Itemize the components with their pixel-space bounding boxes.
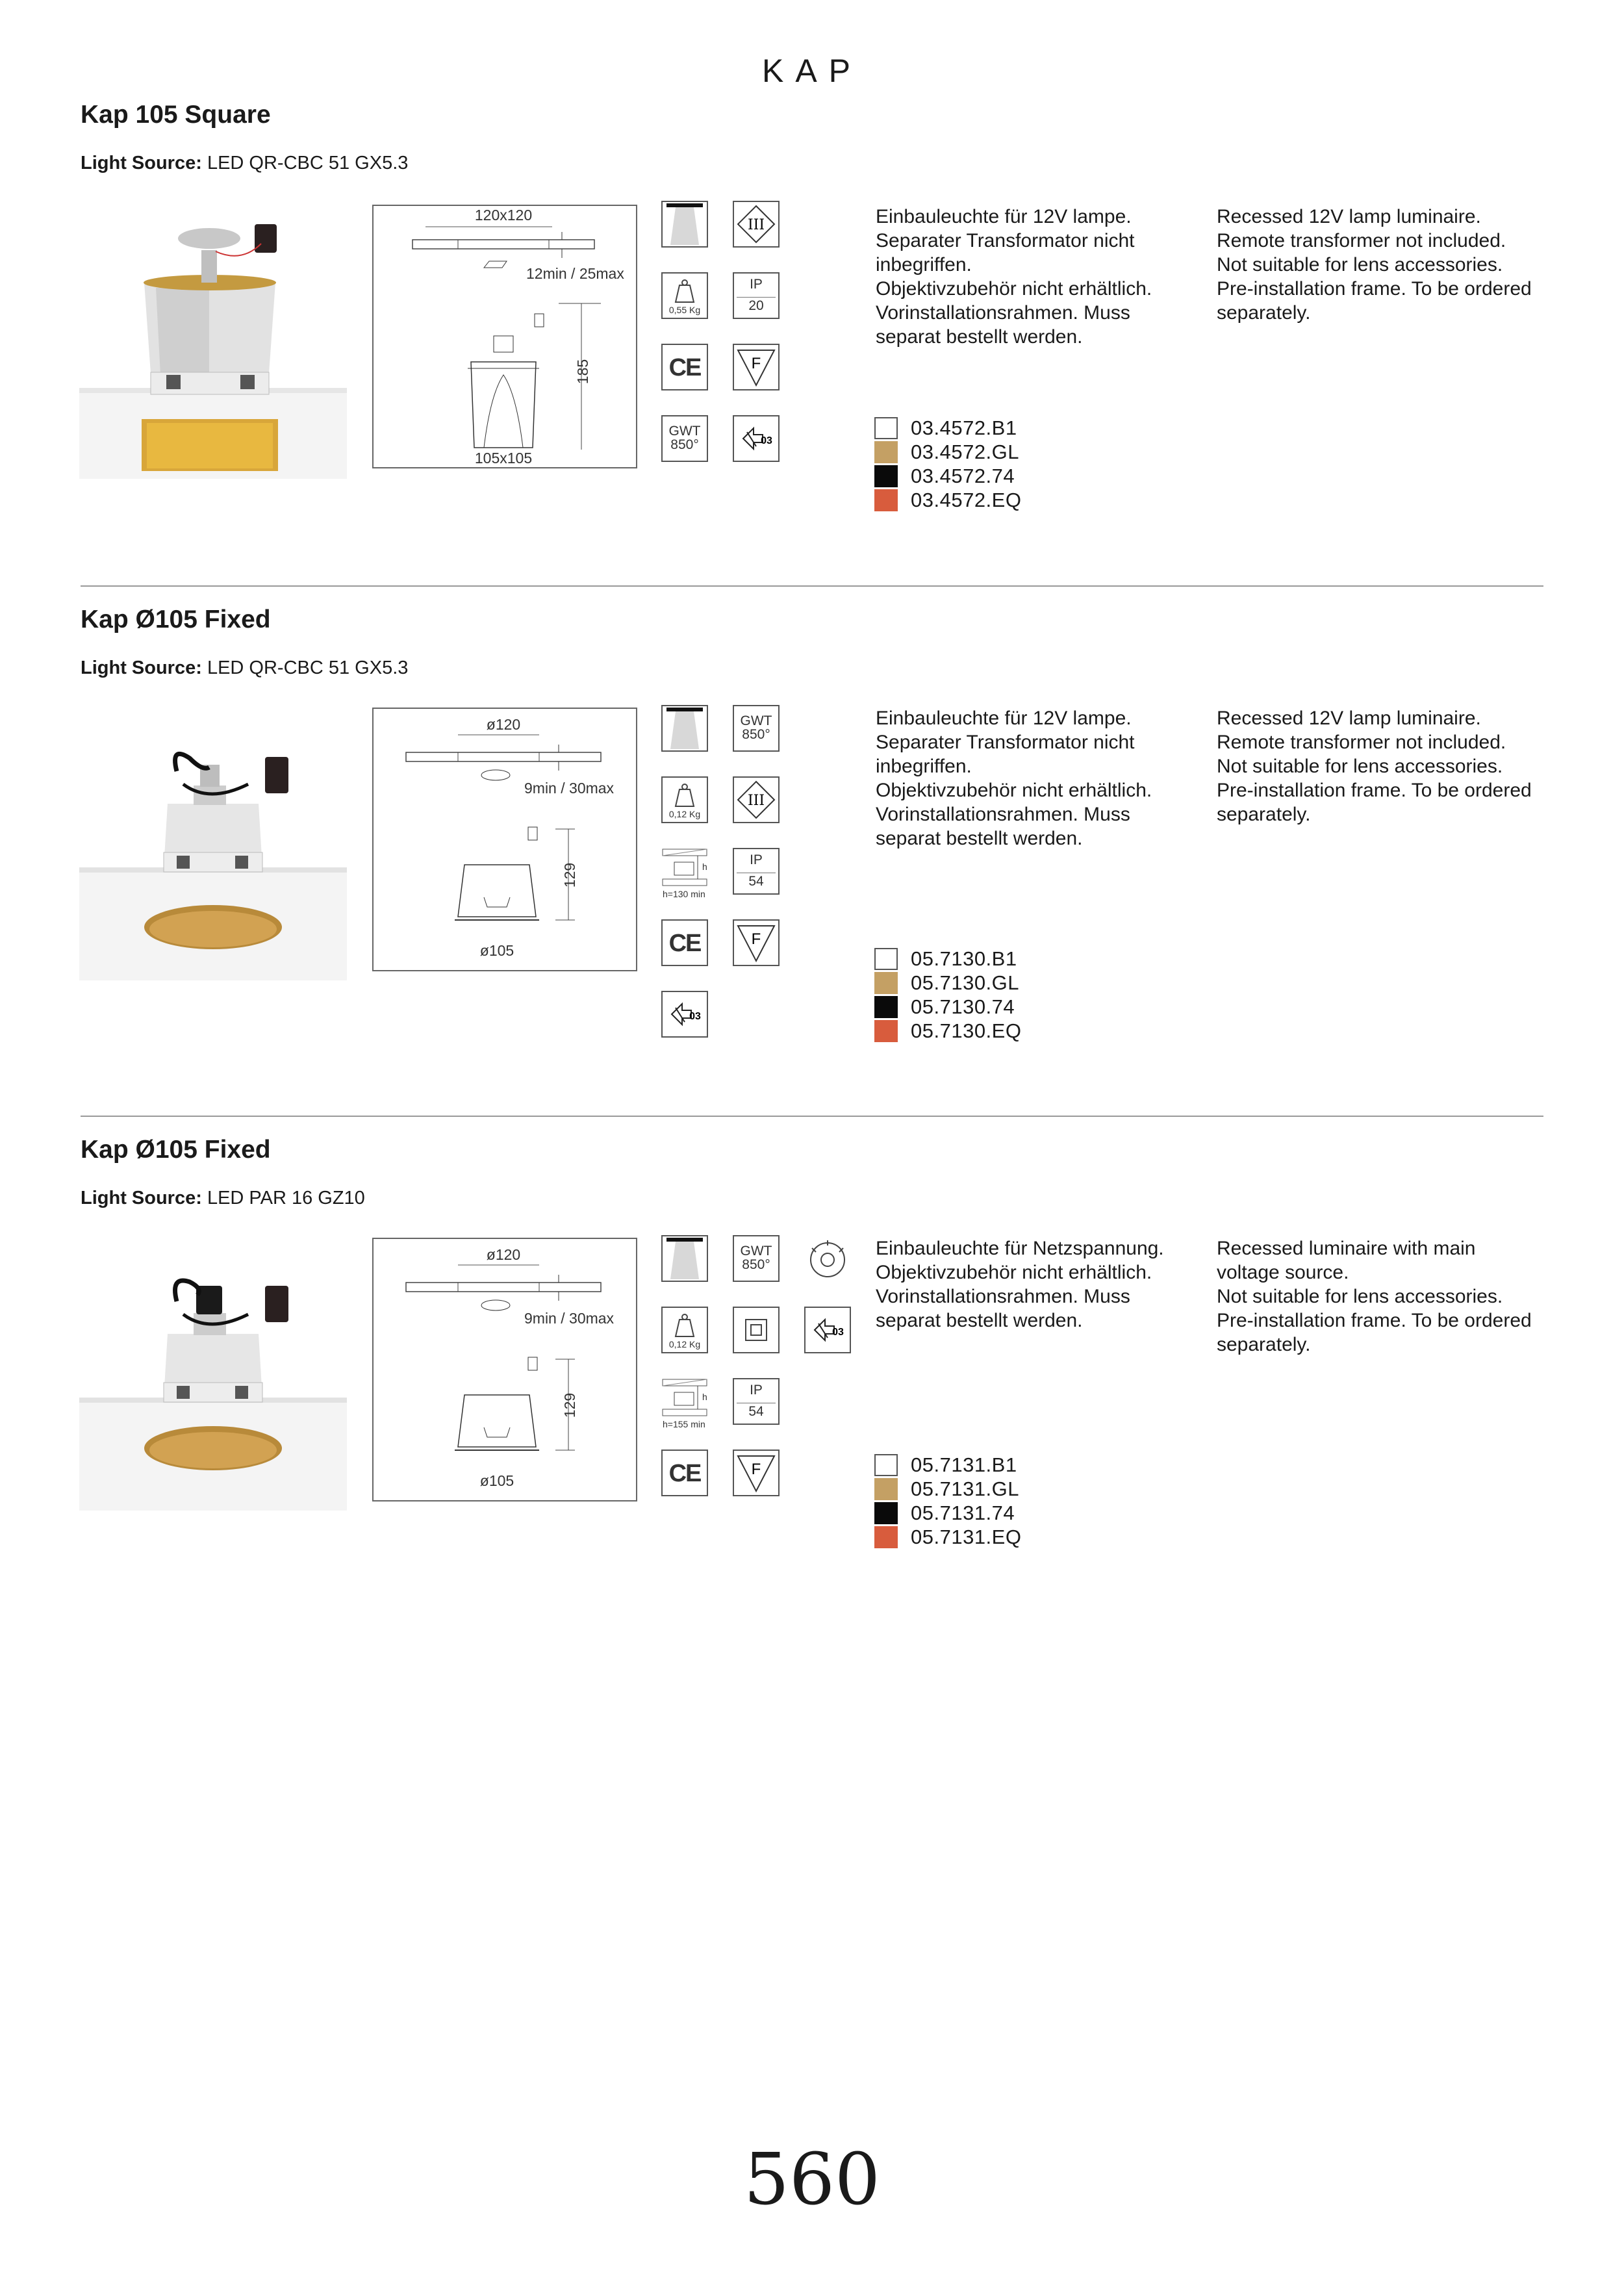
ip-divider	[737, 297, 776, 298]
de-line: Objektivzubehör nicht erhältlich.	[876, 278, 1152, 300]
en-line: Pre-installation frame. To be ordered separately.	[1217, 278, 1532, 324]
en-line: Remote transformer not included.	[1217, 732, 1506, 753]
gwt-value: 850°	[742, 727, 770, 742]
finish-code-row	[874, 440, 1021, 464]
f-mark-icon	[733, 1450, 780, 1496]
ip-rating-icon	[733, 848, 780, 895]
light-source-label: Light Source:	[81, 153, 202, 173]
de-line: Einbauleuchte für 12V lampe.	[876, 708, 1132, 729]
class-ii-icon	[733, 1307, 780, 1353]
finish-code: 05.7131.B1	[911, 1453, 1017, 1476]
ce-label: CE	[668, 930, 701, 957]
finish-code: 05.7130.EQ	[911, 1019, 1022, 1042]
swatch-black	[874, 465, 898, 487]
finish-code-row	[874, 947, 1021, 971]
protection-icon	[804, 1307, 851, 1353]
dim-height: 129	[561, 1392, 578, 1418]
finish-code-row	[874, 995, 1021, 1019]
protect-code: 03	[761, 435, 772, 446]
class-label: III	[747, 217, 765, 233]
beam-angle-icon	[661, 201, 708, 248]
de-line: Vorinstallationsrahmen. Muss separat bestellt werden.	[876, 302, 1130, 348]
product-title: Kap 105 Square	[81, 101, 271, 129]
gwt-label: GWT	[740, 1244, 772, 1258]
product-section	[0, 101, 1624, 620]
en-line: Recessed 12V lamp luminaire.	[1217, 708, 1481, 729]
section-divider	[81, 585, 1543, 587]
en-line: Pre-installation frame. To be ordered separately.	[1217, 780, 1532, 825]
finish-code-row	[874, 1501, 1021, 1525]
ip-label: IP	[750, 1383, 763, 1398]
dim-top: 120x120	[474, 207, 533, 224]
finish-code: 03.4572.EQ	[911, 488, 1022, 511]
gwt-icon	[733, 1235, 780, 1282]
swatch-red	[874, 1020, 898, 1042]
protect-code: 03	[689, 1011, 701, 1022]
light-source-value: LED QR-CBC 51 GX5.3	[207, 153, 409, 173]
ip-label: IP	[750, 277, 763, 292]
class-iii-icon	[733, 201, 780, 248]
ip-value: 20	[748, 298, 764, 313]
product-title: Kap Ø105 Fixed	[81, 1136, 271, 1164]
ip-rating-icon	[733, 1378, 780, 1425]
technical-drawing	[372, 1238, 637, 1501]
swatch-white	[874, 948, 898, 970]
finish-codes	[874, 416, 1021, 512]
dim-thickness: 9min / 30max	[524, 780, 615, 797]
weight-value: 0,12 Kg	[668, 1339, 701, 1349]
en-line: Not suitable for lens accessories.	[1217, 1286, 1503, 1307]
description-english	[1217, 706, 1542, 826]
product-section	[0, 1136, 1624, 1655]
ip-rating-icon	[733, 272, 780, 319]
finish-code-row	[874, 416, 1021, 440]
en-line: Not suitable for lens accessories.	[1217, 254, 1503, 275]
gwt-icon	[733, 705, 780, 752]
swatch-black	[874, 996, 898, 1018]
ce-mark-icon	[661, 1450, 708, 1496]
f-mark-icon	[733, 919, 780, 966]
protection-icon	[661, 991, 708, 1038]
en-line: Recessed luminaire with main voltage source.	[1217, 1238, 1476, 1283]
swatch-red	[874, 489, 898, 511]
en-line: Pre-installation frame. To be ordered separately.	[1217, 1310, 1532, 1355]
en-line: Remote transformer not included.	[1217, 230, 1506, 251]
product-photo	[79, 1243, 347, 1511]
protect-code: 03	[832, 1327, 844, 1338]
finish-code-row	[874, 1477, 1021, 1501]
h-letter: h	[702, 862, 707, 872]
f-mark-icon	[733, 344, 780, 390]
weight-value: 0,12 Kg	[668, 809, 701, 819]
product-photo	[79, 211, 347, 479]
description-english	[1217, 205, 1542, 325]
light-source-label: Light Source:	[81, 658, 202, 678]
technical-drawing	[372, 205, 637, 468]
ce-label: CE	[668, 1460, 701, 1487]
swatch-white	[874, 1454, 898, 1476]
finish-codes	[874, 1453, 1021, 1549]
finish-code: 05.7131.74	[911, 1501, 1015, 1524]
light-source-value: LED QR-CBC 51 GX5.3	[207, 658, 409, 678]
light-source	[81, 1188, 365, 1209]
dim-top: ø120	[486, 1246, 521, 1263]
dim-thickness: 12min / 25max	[526, 265, 624, 282]
finish-codes	[874, 947, 1021, 1043]
swatch-black	[874, 1502, 898, 1524]
ip-label: IP	[750, 852, 763, 867]
light-source-value: LED PAR 16 GZ10	[207, 1188, 365, 1208]
installation-depth-note: h=130 min	[663, 889, 705, 899]
light-source	[81, 658, 408, 679]
weight-icon	[661, 776, 708, 823]
swatch-red	[874, 1526, 898, 1548]
swatch-gold	[874, 972, 898, 994]
description-german	[876, 1236, 1200, 1333]
de-line: Einbauleuchte für Netzspannung.	[876, 1238, 1164, 1259]
product-section	[0, 606, 1624, 1125]
dim-height: 129	[561, 862, 578, 888]
section-divider	[81, 1116, 1543, 1117]
weight-icon	[661, 272, 708, 319]
gwt-value: 850°	[742, 1257, 770, 1272]
finish-code-row	[874, 971, 1021, 995]
finish-code-row	[874, 1019, 1021, 1043]
finish-code: 05.7131.GL	[911, 1477, 1020, 1500]
de-line: Vorinstallationsrahmen. Muss separat bestellt werden.	[876, 804, 1130, 849]
finish-code-row	[874, 1453, 1021, 1477]
gwt-label: GWT	[668, 424, 701, 439]
weight-value: 0,55 Kg	[668, 305, 701, 315]
installation-depth-icon	[661, 1378, 708, 1417]
swatch-gold	[874, 1478, 898, 1500]
de-line: Objektivzubehör nicht erhältlich.	[876, 1262, 1152, 1283]
finish-code: 05.7131.EQ	[911, 1525, 1022, 1548]
swatch-white	[874, 417, 898, 439]
product-title: Kap Ø105 Fixed	[81, 606, 271, 633]
weight-icon	[661, 1307, 708, 1353]
protection-icon	[733, 415, 780, 462]
finish-code-row	[874, 1525, 1021, 1549]
de-line: Einbauleuchte für 12V lampe.	[876, 206, 1132, 227]
dim-top: ø120	[486, 716, 521, 733]
product-photo	[79, 713, 347, 980]
finish-code: 05.7130.GL	[911, 971, 1020, 994]
page-number: 560	[744, 2138, 880, 2221]
gwt-icon	[661, 415, 708, 462]
h-letter: h	[702, 1392, 707, 1402]
driver-icon	[804, 1235, 851, 1282]
dim-bottom: 105x105	[474, 450, 533, 466]
en-line: Recessed 12V lamp luminaire.	[1217, 206, 1481, 227]
swatch-gold	[874, 441, 898, 463]
finish-code: 05.7130.74	[911, 995, 1015, 1018]
beam-angle-icon	[661, 1235, 708, 1282]
ce-label: CE	[668, 354, 701, 381]
dim-height: 185	[574, 359, 591, 385]
class-label: III	[747, 793, 765, 809]
finish-code: 03.4572.B1	[911, 416, 1017, 439]
de-line: Separater Transformator nicht inbegriffen.	[876, 732, 1135, 777]
beam-angle-icon	[661, 705, 708, 752]
light-source	[81, 153, 408, 174]
ip-value: 54	[748, 1404, 764, 1419]
f-label: F	[751, 355, 761, 372]
gwt-label: GWT	[740, 713, 772, 728]
en-line: Not suitable for lens accessories.	[1217, 756, 1503, 777]
dim-bottom: ø105	[479, 1472, 514, 1489]
f-label: F	[751, 930, 761, 948]
dim-bottom: ø105	[479, 942, 514, 959]
ce-mark-icon	[661, 919, 708, 966]
technical-drawing	[372, 708, 637, 971]
installation-depth-icon	[661, 848, 708, 887]
f-label: F	[751, 1461, 761, 1478]
description-english	[1217, 1236, 1542, 1357]
brand-header: KAP	[761, 53, 863, 89]
finish-code: 03.4572.GL	[911, 440, 1020, 463]
finish-code-row	[874, 488, 1021, 512]
class-iii-icon	[733, 776, 780, 823]
gwt-value: 850°	[670, 437, 699, 452]
de-line: Vorinstallationsrahmen. Muss separat bestellt werden.	[876, 1286, 1130, 1331]
light-source-label: Light Source:	[81, 1188, 202, 1208]
finish-code: 05.7130.B1	[911, 947, 1017, 970]
ce-mark-icon	[661, 344, 708, 390]
description-german	[876, 205, 1200, 349]
ip-value: 54	[748, 874, 764, 889]
dim-thickness: 9min / 30max	[524, 1310, 615, 1327]
finish-code-row	[874, 464, 1021, 488]
finish-code: 03.4572.74	[911, 464, 1015, 487]
de-line: Objektivzubehör nicht erhältlich.	[876, 780, 1152, 801]
description-german	[876, 706, 1200, 850]
installation-depth-note: h=155 min	[663, 1419, 705, 1429]
de-line: Separater Transformator nicht inbegriffen.	[876, 230, 1135, 275]
